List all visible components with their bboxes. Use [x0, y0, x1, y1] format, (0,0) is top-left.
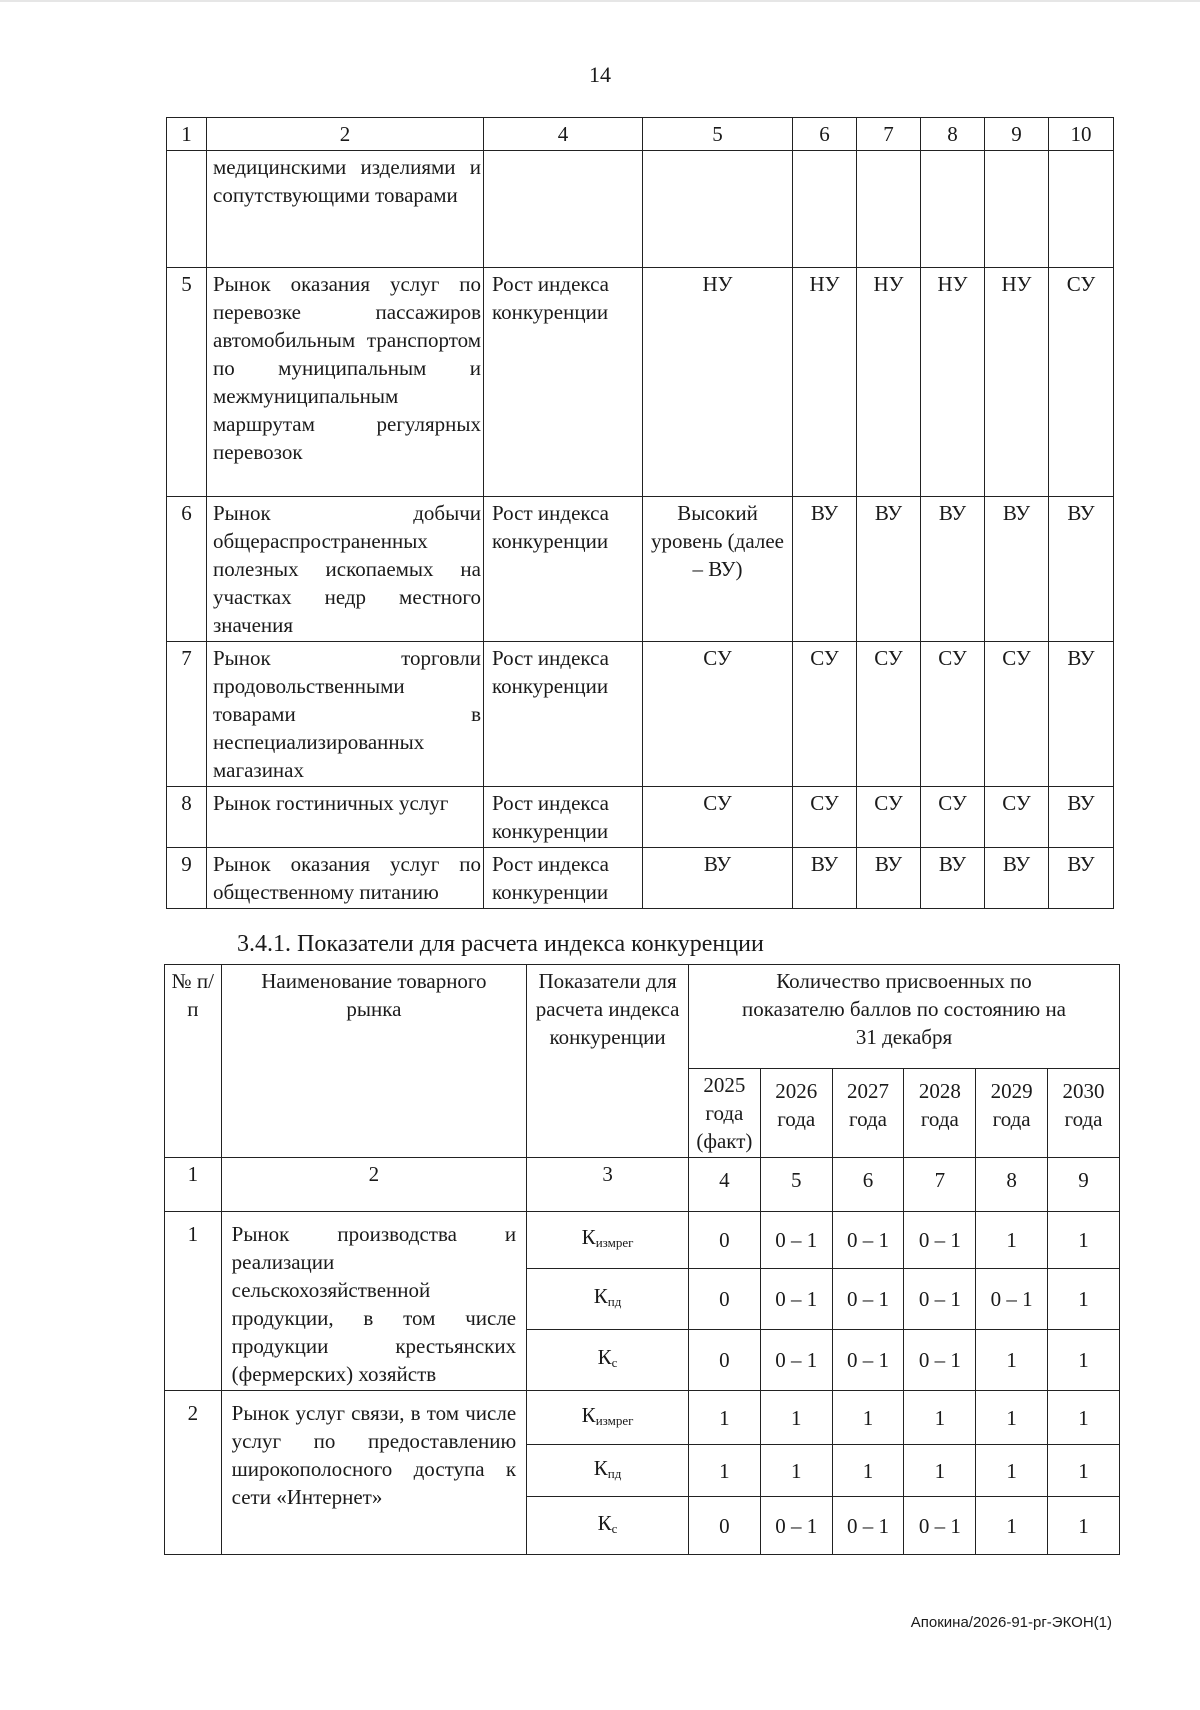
table-row	[165, 1391, 1120, 1445]
value-cell: 1	[1048, 1268, 1120, 1329]
section-title: 3.4.1. Показатели для расчета индекса конкуренции	[237, 931, 764, 957]
table-header-row	[167, 118, 1114, 151]
table-header-row	[165, 965, 1120, 1069]
header-cell: 6	[793, 118, 857, 151]
empty-cell	[1049, 151, 1114, 268]
value-cell: 1	[832, 1445, 904, 1497]
row-number: 9	[167, 848, 207, 909]
value-cell: 1	[904, 1445, 976, 1497]
header-cell: 2	[207, 118, 484, 151]
coefficient-base: К	[581, 1224, 596, 1249]
market-name: Рынок услуг связи, в том числе услуг по предоставлению широкополосного доступа к сети «Интернет»	[221, 1391, 527, 1555]
value-cell: 1	[832, 1391, 904, 1445]
value-cell: 1	[976, 1212, 1048, 1269]
document-code: Апокина/2026-91-рг-ЭКОН(1)	[910, 1614, 1112, 1631]
value-cell: ВУ	[793, 497, 857, 642]
target-indicator: Рост индекса конкуренции	[484, 642, 643, 787]
table-row	[167, 848, 1114, 909]
value-cell: Высокий уровень (далее – ВУ)	[643, 497, 793, 642]
value-cell: ВУ	[921, 497, 985, 642]
value-cell: 0 – 1	[904, 1329, 976, 1390]
value-cell: 1	[688, 1391, 760, 1445]
empty-cell	[793, 151, 857, 268]
coefficient-label	[527, 1268, 689, 1329]
value-cell: СУ	[985, 787, 1049, 848]
value-cell: НУ	[985, 268, 1049, 497]
value-cell: 0 – 1	[904, 1497, 976, 1555]
header-row-number: № п/п	[165, 965, 222, 1158]
value-cell: 1	[688, 1445, 760, 1497]
value-cell: ВУ	[857, 848, 921, 909]
coefficient-base: К	[581, 1402, 596, 1427]
value-cell: 1	[1048, 1391, 1120, 1445]
value-cell: 1	[976, 1391, 1048, 1445]
value-cell: 1	[1048, 1329, 1120, 1390]
year-header: 2028 года	[904, 1069, 976, 1158]
column-number: 4	[688, 1158, 760, 1212]
row-number: 8	[167, 787, 207, 848]
value-cell: СУ	[793, 642, 857, 787]
empty-cell	[985, 151, 1049, 268]
value-cell: 0 – 1	[832, 1212, 904, 1269]
value-cell: 0 – 1	[760, 1268, 832, 1329]
empty-cell	[857, 151, 921, 268]
year-header: 2029 года	[976, 1069, 1048, 1158]
empty-cell	[921, 151, 985, 268]
target-indicator: Рост индекса конкуренции	[484, 787, 643, 848]
value-cell: 0 – 1	[832, 1497, 904, 1555]
value-cell: 0 – 1	[976, 1268, 1048, 1329]
value-cell: СУ	[643, 642, 793, 787]
header-cell: 10	[1049, 118, 1114, 151]
forecast-table	[166, 117, 1114, 909]
value-cell: 1	[1048, 1445, 1120, 1497]
market-name: Рынок оказания услуг по общественному питанию	[207, 848, 484, 909]
row-number: 7	[167, 642, 207, 787]
value-cell: НУ	[643, 268, 793, 497]
value-cell: СУ	[921, 642, 985, 787]
value-cell: ВУ	[1049, 787, 1114, 848]
coefficient-base: К	[593, 1455, 608, 1480]
value-cell: 1	[760, 1391, 832, 1445]
column-number: 9	[1048, 1158, 1120, 1212]
row-number: 2	[165, 1391, 222, 1555]
coefficient-subscript: пд	[607, 1465, 622, 1481]
value-cell: 0 – 1	[904, 1212, 976, 1269]
coefficient-label	[527, 1497, 689, 1555]
value-cell: ВУ	[643, 848, 793, 909]
coefficient-subscript: с	[611, 1354, 618, 1370]
value-cell: 0 – 1	[760, 1329, 832, 1390]
column-number: 2	[221, 1158, 527, 1212]
target-indicator: Рост индекса конкуренции	[484, 848, 643, 909]
header-cell: 4	[484, 118, 643, 151]
target-indicator: Рост индекса конкуренции	[484, 497, 643, 642]
header-market-name: Наименование товарного рынка	[221, 965, 527, 1158]
value-cell: 0 – 1	[904, 1268, 976, 1329]
value-cell: СУ	[793, 787, 857, 848]
table-row	[167, 787, 1114, 848]
coefficient-base: К	[597, 1344, 612, 1369]
year-header: 2026 года	[760, 1069, 832, 1158]
market-name: Рынок добычи общераспространенных полезных ископаемых на участках недр местного значения	[207, 497, 484, 642]
market-name: Рынок торговли продовольственными товарами в неспециализированных магазинах	[207, 642, 484, 787]
value-cell: ВУ	[985, 497, 1049, 642]
value-cell: НУ	[793, 268, 857, 497]
value-cell: 1	[904, 1391, 976, 1445]
column-number: 8	[976, 1158, 1048, 1212]
header-indicators: Показатели для расчета индекса конкуренции	[527, 965, 689, 1158]
value-cell: 0	[688, 1497, 760, 1555]
value-cell: ВУ	[1049, 497, 1114, 642]
value-cell: 0	[688, 1268, 760, 1329]
page-number: 14	[589, 62, 611, 87]
value-cell: ВУ	[857, 497, 921, 642]
value-cell: 1	[1048, 1497, 1120, 1555]
year-header: 2025 года (факт)	[688, 1069, 760, 1158]
value-cell: 1	[976, 1329, 1048, 1390]
market-name: Рынок производства и реализации сельскохозяйственной продукции, в том числе продукции крестьянских (фермерских) хозяйств	[221, 1212, 527, 1391]
value-cell: СУ	[857, 642, 921, 787]
row-number: 5	[167, 268, 207, 497]
target-indicator: Рост индекса конкуренции	[484, 268, 643, 497]
header-cell: 9	[985, 118, 1049, 151]
table-row	[167, 497, 1114, 642]
value-cell: СУ	[643, 787, 793, 848]
table-row	[167, 642, 1114, 787]
value-cell: 0	[688, 1329, 760, 1390]
value-cell: ВУ	[1049, 848, 1114, 909]
scan-top-edge	[0, 0, 1200, 2]
column-numbers-row	[165, 1158, 1120, 1212]
value-cell: 0 – 1	[760, 1212, 832, 1269]
column-number: 6	[832, 1158, 904, 1212]
value-cell: 0 – 1	[832, 1329, 904, 1390]
coefficient-label	[527, 1212, 689, 1269]
empty-cell	[484, 151, 643, 268]
coefficient-base: К	[593, 1283, 608, 1308]
header-cell: 7	[857, 118, 921, 151]
coefficient-base: К	[597, 1510, 612, 1535]
year-header: 2030 года	[1048, 1069, 1120, 1158]
value-cell: ВУ	[793, 848, 857, 909]
coefficient-subscript: измрег	[595, 1412, 634, 1428]
value-cell: 1	[976, 1497, 1048, 1555]
value-cell: НУ	[857, 268, 921, 497]
value-cell: ВУ	[1049, 642, 1114, 787]
value-cell: СУ	[1049, 268, 1114, 497]
coefficient-label	[527, 1329, 689, 1390]
empty-cell	[167, 151, 207, 268]
value-cell: 1	[760, 1445, 832, 1497]
table-row-continuation	[167, 151, 1114, 268]
value-cell: СУ	[921, 787, 985, 848]
row-number: 1	[165, 1212, 222, 1391]
header-cell: 8	[921, 118, 985, 151]
value-cell: 1	[1048, 1212, 1120, 1269]
value-cell: 0 – 1	[760, 1497, 832, 1555]
column-number: 5	[760, 1158, 832, 1212]
value-cell: 0	[688, 1212, 760, 1269]
value-cell: ВУ	[985, 848, 1049, 909]
market-name: медицинскими изделиями и сопутствующими товарами	[207, 151, 484, 268]
value-cell: 0 – 1	[832, 1268, 904, 1329]
header-points: Количество присвоенных по показателю баллов по состоянию на 31 декабря	[688, 965, 1119, 1069]
coefficient-label	[527, 1445, 689, 1497]
table-row	[165, 1212, 1120, 1269]
table-row	[167, 268, 1114, 497]
coefficient-subscript: измрег	[595, 1234, 634, 1250]
competition-index-table	[164, 964, 1120, 1555]
year-header: 2027 года	[832, 1069, 904, 1158]
header-cell: 5	[643, 118, 793, 151]
market-name: Рынок оказания услуг по перевозке пассажиров автомобильным транспортом по муниципальным и межмуниципальным маршрутам регулярных перевозок	[207, 268, 484, 497]
coefficient-subscript: с	[611, 1520, 618, 1536]
column-number: 7	[904, 1158, 976, 1212]
value-cell: 1	[976, 1445, 1048, 1497]
coefficient-subscript: пд	[607, 1293, 622, 1309]
empty-cell	[643, 151, 793, 268]
value-cell: СУ	[857, 787, 921, 848]
value-cell: НУ	[921, 268, 985, 497]
column-number: 1	[165, 1158, 222, 1212]
row-number: 6	[167, 497, 207, 642]
column-number: 3	[527, 1158, 689, 1212]
header-cell: 1	[167, 118, 207, 151]
value-cell: СУ	[985, 642, 1049, 787]
market-name: Рынок гостиничных услуг	[207, 787, 484, 848]
value-cell: ВУ	[921, 848, 985, 909]
coefficient-label	[527, 1391, 689, 1445]
